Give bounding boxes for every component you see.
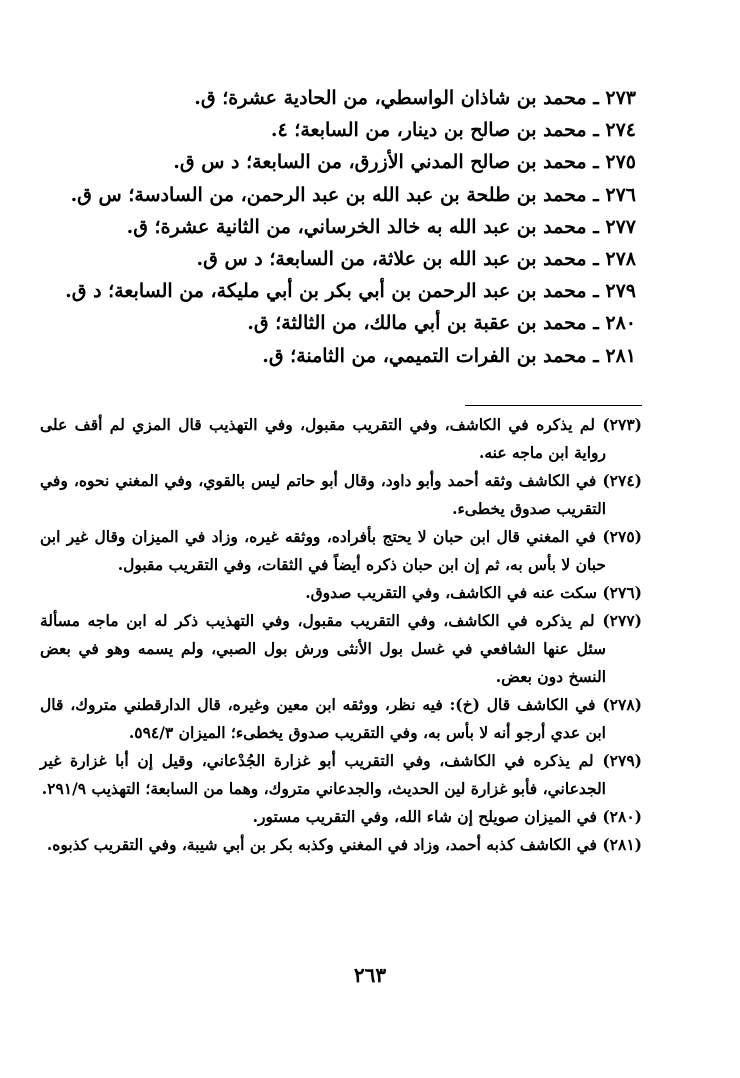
footnote-separator [465,405,642,406]
entry-279: ٢٧٩ ـ محمد بن عبد الرحمن بن أبي بكر بن أبي مليكة، من السابعة؛ د ق. [65,280,636,303]
footnotes [40,411,642,859]
entry-273: ٢٧٣ ـ محمد بن شاذان الواسطي، من الحادية عشرة؛ ق. [194,87,636,109]
footnote-279: (٢٧٩) لم يذكره في الكاشف، وفي التقريب أبو غزارة الجُدْعاني، وقيل إن أبا غزارة غير الجدعاني، فأبو غزارة لين الحديث، والجدعاني متروك، وهما من السابعة؛ التهذيب ٢٩١/٩. [40,751,642,798]
footnote-277: (٢٧٧) لم يذكره في الكاشف، وفي التقريب مقبول، وفي التهذيب ذكر له ابن ماجه مسألة سئل عنها الشافعي في غسل بول الأنثى ورش بول الصبي، ولم يسمه وهو في بعض النسخ دون بعض. [40,611,642,686]
footnote-273: (٢٧٣) لم يذكره في الكاشف، وفي التقريب مقبول، وفي التهذيب قال المزي لم أقف على رواية ابن ماجه عنه. [40,415,642,462]
entry-281: ٢٨١ ـ محمد بن الفرات التميمي، من الثامنة؛ ق. [262,344,636,367]
footnote-280: (٢٨٠) في الميزان صويلح إن شاء الله، وفي التقريب مستور. [252,807,642,826]
entry-275: ٢٧٥ ـ محمد بن صالح المدني الأزرق، من السابعة؛ د س ق. [173,151,636,174]
footnote-281: (٢٨١) في الكاشف كذبه أحمد، وزاد في المغني وكذبه بكر بن أبي شيبة، وفي التقريب كذبوه. [46,835,642,854]
entry-276: ٢٧٦ ـ محمد بن طلحة بن عبد الله بن عبد الرحمن، من السادسة؛ س ق. [70,183,636,206]
footnote-274: (٢٧٤) في الكاشف وثقه أحمد وأبو داود، وقال أبو حاتم ليس بالقوي، وفي المغني نحوه، وفي التقريب صدوق يخطىء. [40,471,642,518]
entry-278: ٢٧٨ ـ محمد بن عبد الله بن علاثة، من السابعة؛ د س ق. [196,248,636,271]
entry-277: ٢٧٧ ـ محمد بن عبد الله به خالد الخرساني، من الثانية عشرة؛ ق. [126,215,636,238]
footnote-276: (٢٧٦) سكت عنه في الكاشف، وفي التقريب صدوق. [305,583,642,602]
footnote-275: (٢٧٥) في المغني قال ابن حبان لا يحتج بأفراده، ووثقه غيره، وزاد في الميزان وقال غير ابن حبان لا بأس به، ثم إن ابن حبان ذكره أيضاً في الثقات، وفي التقريب مقبول. [40,527,642,574]
entry-280: ٢٨٠ ـ محمد بن عقبة بن أبي مالك، من الثالثة؛ ق. [247,312,636,335]
narrator-entries [65,82,636,372]
entry-274: ٢٧٤ ـ محمد بن صالح بن دينار، من السابعة؛ ٤. [270,119,636,142]
page-number: ٢٦٣ [353,963,387,987]
footnote-278: (٢٧٨) في الكاشف قال (خ): فيه نظر، ووثقه ابن معين وغيره، قال الدارقطني متروك، قال ابن عدي أرجو أنه لا بأس به، وفي التقريب صدوق يخطىء؛ الميزان ٥٩٤/٣. [40,695,642,742]
